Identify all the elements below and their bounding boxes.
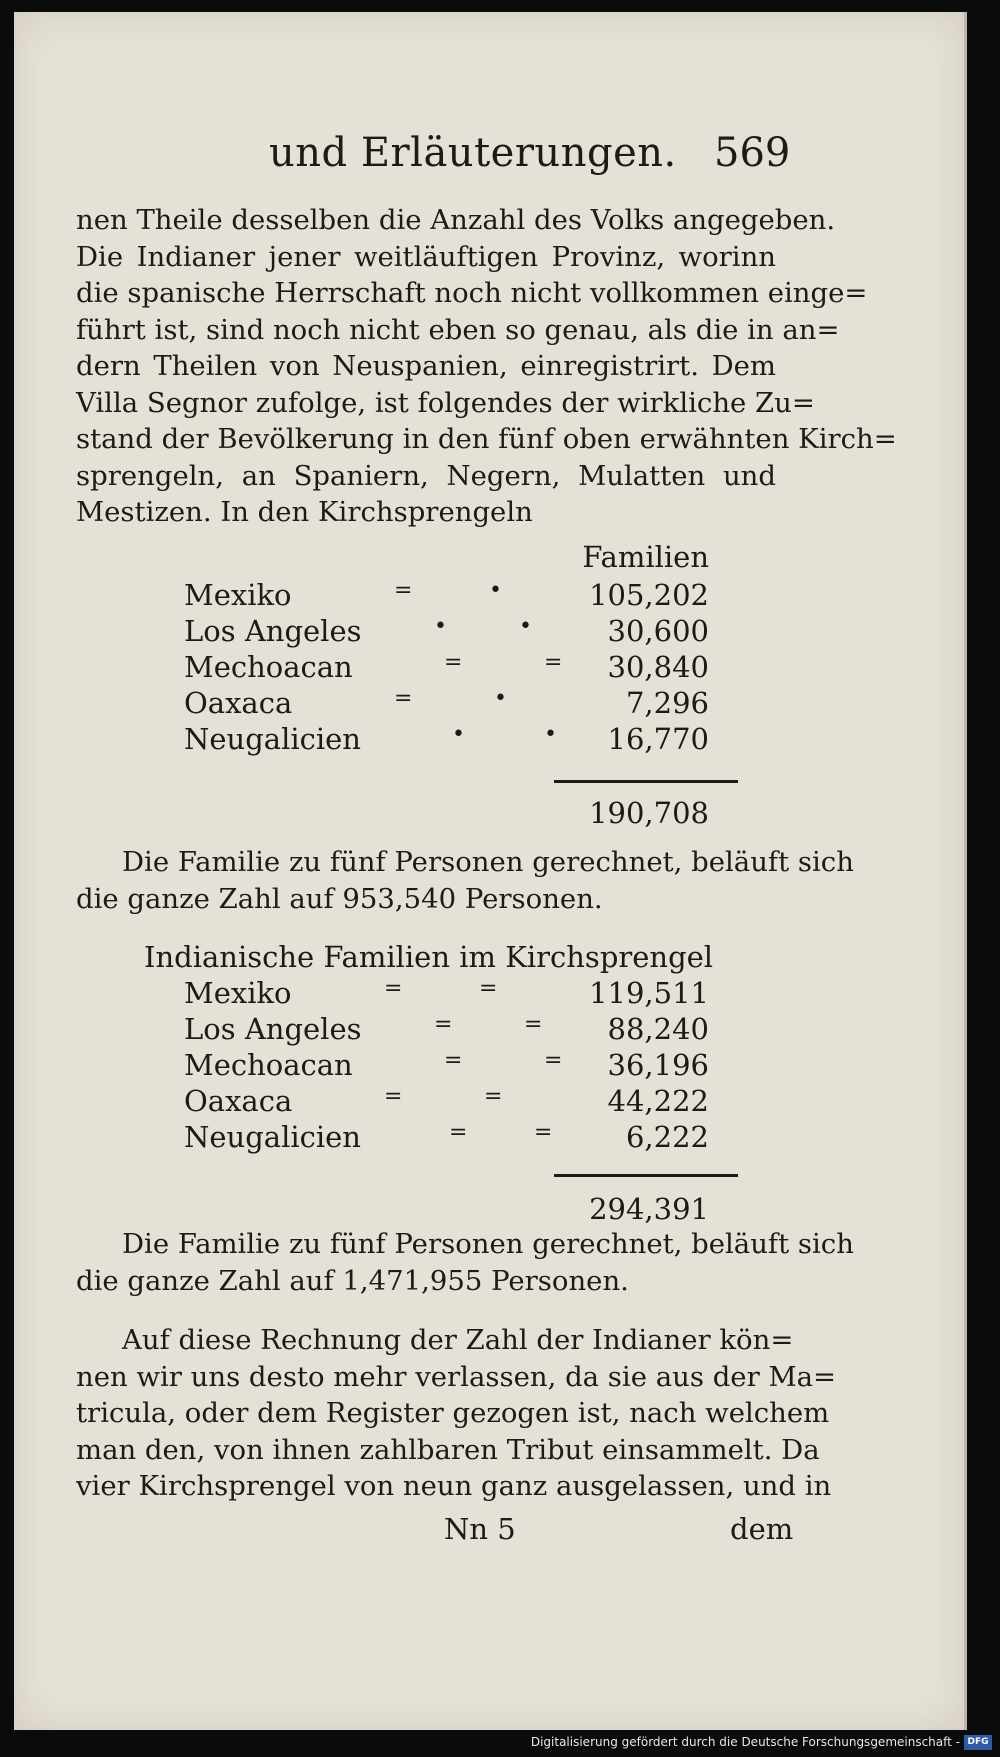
text-line: Die Familie zu fünf Personen gerechnet, beläuft sich (122, 1228, 854, 1260)
ditto-mark: • (434, 614, 447, 639)
diocese-name: Oaxaca (184, 1084, 293, 1118)
text-line: Die Indianer jener weitläuftigen Provinz, worinn (76, 240, 776, 273)
diocese-name: Neugalicien (184, 722, 361, 756)
family-count: 119,511 (589, 976, 709, 1010)
sum-rule (554, 1174, 738, 1177)
signature-mark: Nn 5 (444, 1512, 516, 1546)
text-line: man den, von ihnen zahlbaren Tribut einsammelt. Da (76, 1433, 820, 1466)
ditto-mark: = (444, 1048, 463, 1073)
ditto-mark: = (479, 976, 498, 1001)
table-total: 190,708 (589, 796, 709, 830)
text-line: Auf diese Rechnung der Zahl der Indianer kön= (122, 1324, 794, 1356)
ditto-mark: = (394, 686, 413, 711)
family-count: 36,196 (607, 1048, 709, 1082)
text-line: die ganze Zahl auf 1,471,955 Personen. (76, 1264, 629, 1297)
diocese-name: Mexiko (184, 976, 292, 1010)
table-row (14, 578, 964, 614)
ditto-mark: = (444, 650, 463, 675)
diocese-name: Neugalicien (184, 1120, 361, 1154)
text-line: Villa Segnor zufolge, ist folgendes der wirkliche Zu= (76, 386, 815, 419)
ditto-mark: = (484, 1084, 503, 1109)
ditto-mark: = (384, 976, 403, 1001)
text-line: vier Kirchsprengel von neun ganz ausgelassen, und in (76, 1470, 832, 1502)
text-line: nen Theile desselben die Anzahl des Volks angegeben. (76, 204, 836, 236)
table-row (14, 650, 964, 686)
text-line: Mestizen. In den Kirchsprengeln (76, 496, 533, 528)
table-row (14, 976, 964, 1012)
diocese-name: Oaxaca (184, 686, 293, 720)
family-count: 16,770 (607, 722, 709, 756)
ditto-mark: = (449, 1120, 468, 1145)
family-count: 105,202 (589, 578, 709, 612)
paragraph-1 (76, 202, 897, 531)
paragraph-2 (76, 844, 854, 917)
ditto-mark: • (452, 722, 465, 747)
ditto-mark: • (489, 578, 502, 603)
ditto-mark: • (494, 686, 507, 711)
running-title: und Erläuterungen. (269, 130, 677, 176)
table-row (14, 722, 964, 758)
diocese-name: Los Angeles (184, 1012, 362, 1046)
text-line: die spanische Herrschaft noch nicht vollkommen einge= (76, 277, 868, 309)
family-count: 6,222 (625, 1120, 709, 1154)
family-count: 30,840 (607, 650, 709, 684)
book-page (14, 12, 967, 1730)
table-row (14, 686, 964, 722)
family-count: 30,600 (607, 614, 709, 648)
family-count: 88,240 (607, 1012, 709, 1046)
page-number: 569 (714, 130, 791, 176)
ditto-mark: = (384, 1084, 403, 1109)
ditto-mark: = (534, 1120, 553, 1145)
funding-notice: Digitalisierung gefördert durch die Deutsche Forschungsgemeinschaft - (530, 1735, 960, 1749)
text-line: führt ist, sind noch nicht eben so genau, als die in an= (76, 313, 840, 346)
family-count: 44,222 (607, 1084, 709, 1118)
text-line: stand der Bevölkerung in den fünf oben erwähnten Kirch= (76, 423, 897, 455)
text-line: Die Familie zu fünf Personen gerechnet, beläuft sich (122, 846, 854, 878)
diocese-name: Mexiko (184, 578, 292, 612)
table-heading: Indianische Familien im Kirchsprengel (144, 940, 714, 974)
digitization-footer (0, 1730, 1000, 1757)
ditto-mark: = (434, 1012, 453, 1037)
ditto-mark: = (544, 650, 563, 675)
table-row (14, 1048, 964, 1084)
diocese-name: Los Angeles (184, 614, 362, 648)
table-row (14, 1084, 964, 1120)
ditto-mark: • (519, 614, 532, 639)
paragraph-3 (76, 1226, 854, 1299)
family-count: 7,296 (625, 686, 709, 720)
table-row (14, 614, 964, 650)
paragraph-4 (76, 1322, 837, 1505)
text-line: sprengeln, an Spaniern, Negern, Mulatten und (76, 459, 776, 492)
table-row (14, 1012, 964, 1048)
table-total: 294,391 (589, 1192, 709, 1226)
text-line: nen wir uns desto mehr verlassen, da sie aus der Ma= (76, 1360, 837, 1393)
diocese-name: Mechoacan (184, 1048, 353, 1082)
table-row (14, 1120, 964, 1156)
text-line: die ganze Zahl auf 953,540 Personen. (76, 882, 603, 915)
ditto-mark: = (524, 1012, 543, 1037)
ditto-mark: = (394, 578, 413, 603)
diocese-name: Mechoacan (184, 650, 353, 684)
dfg-logo: DFG (964, 1735, 992, 1750)
sum-rule (554, 780, 738, 783)
ditto-mark: = (544, 1048, 563, 1073)
text-line: tricula, oder dem Register gezogen ist, nach welchem (76, 1397, 830, 1429)
ditto-mark: • (544, 722, 557, 747)
page-header (14, 130, 964, 190)
column-header: Familien (582, 540, 709, 574)
catchword: dem (730, 1512, 794, 1546)
text-line: dern Theilen von Neuspanien, einregistrirt. Dem (76, 350, 776, 382)
